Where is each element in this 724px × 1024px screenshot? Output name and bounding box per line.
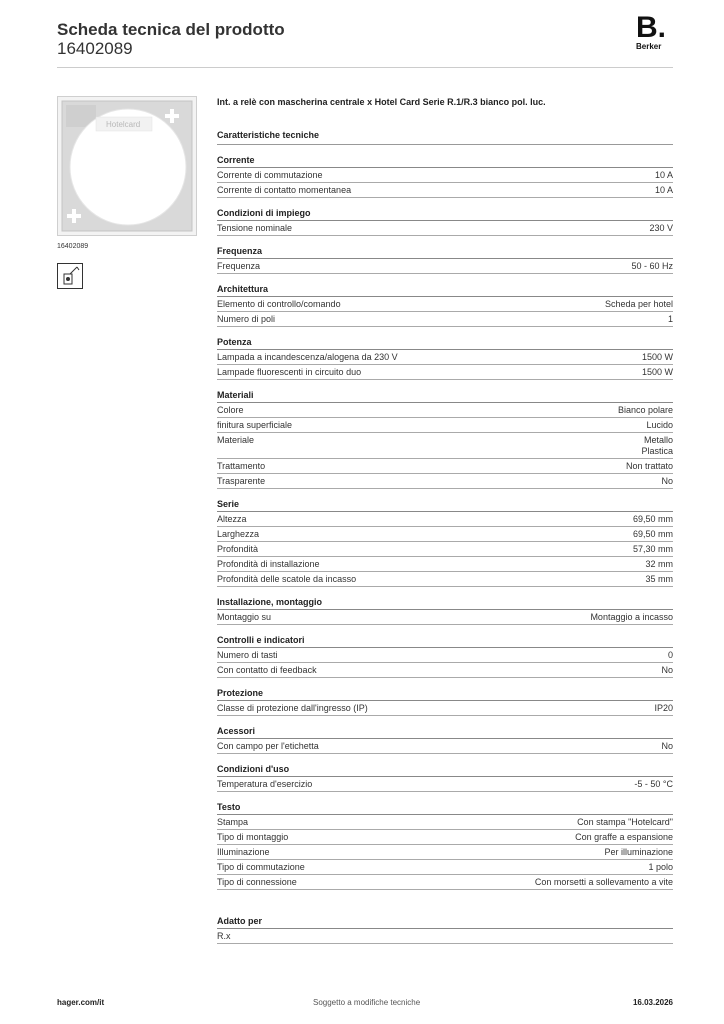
spec-value: Con stampa "Hotelcard" [577, 817, 673, 827]
switch-illustration [58, 97, 196, 235]
spec-row [217, 610, 673, 625]
tech-heading: Caratteristiche tecniche [217, 130, 673, 145]
spec-row [217, 557, 673, 572]
spec-section [217, 687, 673, 716]
card-slot-label: Hotelcard [106, 120, 141, 129]
spec-label: Larghezza [217, 529, 260, 539]
spec-label: Montaggio su [217, 612, 272, 622]
footer-website: hager.com/it [57, 998, 105, 1007]
spec-value: 57,30 mm [632, 544, 673, 554]
logo-letter: B. [636, 11, 666, 44]
spec-row [217, 542, 673, 557]
header-divider [57, 67, 673, 68]
footer-note: Soggetto a modifiche tecniche [313, 998, 421, 1007]
section-title: Serie [217, 498, 673, 512]
section-title: Condizioni d'uso [217, 763, 673, 777]
spec-value: Non trattato [625, 461, 673, 471]
section-title: Materiali [217, 389, 673, 403]
image-product-code: 16402089 [57, 243, 89, 250]
section-title: Architettura [217, 283, 673, 297]
section-title: Frequenza [217, 245, 673, 259]
spec-row [217, 648, 673, 663]
spec-label: Classe di protezione dall'ingresso (IP) [217, 703, 368, 713]
spec-section [217, 915, 673, 944]
spec-value: 50 - 60 Hz [631, 261, 673, 271]
spec-row [217, 572, 673, 587]
flush-mount-icon [57, 263, 83, 289]
spec-row [217, 433, 673, 459]
spec-value: 69,50 mm [632, 529, 673, 539]
spec-row [217, 459, 673, 474]
spec-section [217, 763, 673, 792]
spec-label: Tipo di montaggio [217, 832, 289, 842]
spec-label: Corrente di contatto momentanea [217, 185, 352, 195]
spec-label: Corrente di commutazione [217, 170, 323, 180]
spec-section [217, 498, 673, 587]
spec-row [217, 527, 673, 542]
spec-section [217, 207, 673, 236]
product-title: Int. a relè con mascherina centrale x Hotel Card Serie R.1/R.3 bianco pol. luc. [217, 97, 546, 107]
spec-row [217, 259, 673, 274]
section-title: Acessori [217, 725, 673, 739]
spec-section [217, 389, 673, 489]
footer-date: 16.03.2026 [632, 998, 673, 1007]
spec-value: No [661, 476, 673, 486]
section-title: Protezione [217, 687, 673, 701]
spec-row [217, 350, 673, 365]
spec-row [217, 875, 673, 890]
spec-value: 230 V [649, 223, 673, 233]
spec-value: 35 mm [645, 574, 673, 584]
spec-row [217, 418, 673, 433]
spec-section [217, 283, 673, 327]
spec-value: IP20 [654, 703, 673, 713]
spec-label: Profondità di installazione [217, 559, 320, 569]
spec-row [217, 312, 673, 327]
spec-row [217, 860, 673, 875]
spec-row [217, 512, 673, 527]
spec-label: Profondità [217, 544, 259, 554]
spec-value: 1 polo [648, 862, 673, 872]
spec-value: 69,50 mm [632, 514, 673, 524]
spec-row [217, 168, 673, 183]
spec-section [217, 634, 673, 678]
spec-label: Frequenza [217, 261, 261, 271]
spec-row [217, 777, 673, 792]
section-title: Potenza [217, 336, 673, 350]
spec-value: 10 A [654, 170, 673, 180]
spec-label: Trasparente [217, 476, 266, 486]
spec-section [217, 596, 673, 625]
section-title: Testo [217, 801, 673, 815]
spec-row [217, 297, 673, 312]
spec-label: Stampa [217, 817, 249, 827]
spec-row [217, 663, 673, 678]
spec-label: Materiale [217, 435, 255, 445]
spec-label: Numero di poli [217, 314, 276, 324]
spec-label: Numero di tasti [217, 650, 278, 660]
spec-label: Temperatura d'esercizio [217, 779, 313, 789]
section-title: Condizioni di impiego [217, 207, 673, 221]
spec-label: Profondità delle scatole da incasso [217, 574, 357, 584]
spec-row [217, 474, 673, 489]
spec-label: Con campo per l'etichetta [217, 741, 319, 751]
spec-row [217, 929, 673, 944]
spec-value: Con morsetti a sollevamento a vite [534, 877, 673, 887]
spec-label: Trattamento [217, 461, 266, 471]
spec-label: Colore [217, 405, 244, 415]
spec-row [217, 183, 673, 198]
header-product-code: 16402089 [57, 39, 133, 58]
spec-sections [217, 154, 673, 944]
spec-value: Per illuminazione [604, 847, 673, 857]
spec-value: 10 A [654, 185, 673, 195]
product-image [57, 96, 197, 236]
logo-name: Berker [636, 42, 662, 51]
spec-label: Elemento di controllo/comando [217, 299, 341, 309]
spec-value: Metallo Plastica [641, 435, 673, 456]
spec-row [217, 365, 673, 380]
spec-label: Lampada a incandescenza/alogena da 230 V [217, 352, 398, 362]
spec-label: Con contatto di feedback [217, 665, 317, 675]
spec-value: 0 [667, 650, 673, 660]
spec-label: Tipo di connessione [217, 877, 297, 887]
spec-row [217, 830, 673, 845]
spec-label: Tipo di commutazione [217, 862, 305, 872]
spec-label: Lampade fluorescenti in circuito duo [217, 367, 362, 377]
section-title: Corrente [217, 154, 673, 168]
spec-label: Tensione nominale [217, 223, 293, 233]
spec-value: 1500 W [641, 367, 673, 377]
spec-row [217, 221, 673, 236]
spec-section [217, 336, 673, 380]
spec-label: R.x [217, 931, 231, 941]
spec-row [217, 403, 673, 418]
section-title: Installazione, montaggio [217, 596, 673, 610]
spec-row [217, 701, 673, 716]
spec-row [217, 815, 673, 830]
header-title: Scheda tecnica del prodotto [57, 20, 285, 39]
spec-section [217, 245, 673, 274]
spec-row [217, 845, 673, 860]
section-title: Adatto per [217, 915, 673, 929]
spec-section [217, 801, 673, 890]
spec-value: Con graffe a espansione [575, 832, 673, 842]
spec-label: Altezza [217, 514, 247, 524]
spec-value: Montaggio a incasso [590, 612, 673, 622]
spec-section [217, 154, 673, 198]
spec-row [217, 739, 673, 754]
spec-value: Bianco polare [617, 405, 673, 415]
spec-content [217, 96, 673, 944]
spec-value: 1500 W [641, 352, 673, 362]
spec-label: Illuminazione [217, 847, 270, 857]
spec-value: Lucido [646, 420, 673, 430]
spec-value: 32 mm [645, 559, 673, 569]
berker-logo [636, 11, 676, 51]
spec-label: finitura superficiale [217, 420, 293, 430]
spec-section [217, 725, 673, 754]
section-title: Controlli e indicatori [217, 634, 673, 648]
spec-value: -5 - 50 °C [634, 779, 673, 789]
spec-value: Scheda per hotel [604, 299, 673, 309]
spec-value: 1 [667, 314, 673, 324]
spec-value: No [661, 741, 673, 751]
spec-value: No [661, 665, 673, 675]
